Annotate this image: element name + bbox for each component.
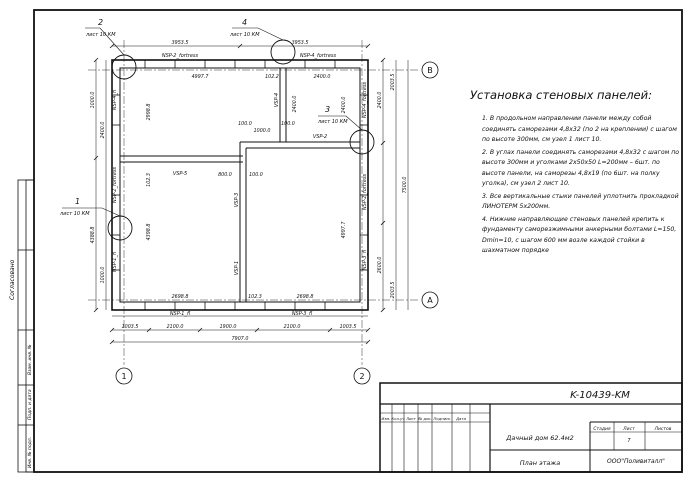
- dim-bot-total: 7907.0: [231, 337, 249, 342]
- panel-nsp-right3: NSP-3_fl: [362, 249, 368, 271]
- panel-vsp3: VSP-3: [234, 192, 240, 208]
- axis-label-v: В: [427, 66, 433, 75]
- callout-3-number: 3: [325, 105, 331, 114]
- dim-left-2: 2400.0: [101, 121, 106, 139]
- dim-mid-5: 100.0: [249, 173, 263, 178]
- tb-header-list: Лист: [406, 416, 416, 421]
- dim-left-1: 1000.0: [91, 91, 96, 109]
- axis-label-1: 1: [121, 372, 127, 381]
- side-label-agreed: Согласовано: [9, 259, 16, 300]
- dim-inner-v-1: 2998.8: [147, 103, 152, 121]
- dim-inner-top-2: 102.2: [265, 75, 279, 80]
- callout-4-ref: лист 10 КМ: [230, 32, 260, 38]
- dim-inner-v-2: 4398.8: [147, 223, 152, 241]
- tb-header-sign: Подпись: [433, 416, 451, 421]
- side-label-inv-orig: Инв. № подл.: [28, 436, 33, 468]
- note-item-1: 1. В продольном направлении панели между собой соединять саморезами 4,8х32 (по 2 на креплении) с шагом по высоте 300мм, см узел 1 лист 10.: [482, 115, 677, 143]
- sheet-header: Лист: [623, 427, 635, 432]
- side-label-sign: Подп. и дата: [28, 389, 33, 420]
- axis-label-a: А: [427, 296, 433, 305]
- dim-mid-1: 1000.0: [253, 129, 271, 134]
- dim-bot-inner-2: 102.3: [248, 295, 262, 300]
- dim-bot-inner-3: 2698.8: [296, 295, 314, 300]
- dim-mid-3: 100.0: [281, 122, 295, 127]
- dim-inner-top-3: 2400.0: [313, 75, 331, 80]
- dim-inner-v-5: 2400.0: [293, 95, 298, 113]
- dim-inner-v-6: 2400.0: [342, 96, 347, 114]
- dim-right-2: 2400.0: [378, 91, 383, 109]
- company-name: ООО"Поливиталл": [607, 458, 665, 465]
- note-item-2: 2. В углах панели соединять саморезами 4,8х32 с шагом по высоте 300мм и уголками 2х50х50 L=200мм – 6шт. по высоте панели, на саморезы 4,8х19 (по 6шт. на полку уголка), см узел 2 лист 10.: [482, 148, 680, 187]
- tb-header-date: Дата: [456, 416, 466, 421]
- side-stamp-strip: [18, 180, 34, 472]
- dim-mid-2: 100.0: [238, 122, 252, 127]
- dim-bot-inner-1: 2698.8: [171, 295, 189, 300]
- callout-4-number: 4: [242, 18, 248, 27]
- dim-bot-4: 2100.0: [283, 325, 301, 330]
- stage-header: Стадия: [593, 427, 611, 432]
- callout-2-ref: лист 10 КМ: [86, 32, 116, 38]
- callout-3-ref: лист 10 КМ: [318, 119, 348, 125]
- panel-nsp-left3: NSP-1_fl: [112, 251, 118, 273]
- panel-nsp-left2: NSP-2_fortress: [112, 166, 118, 204]
- axis-bubbles: [116, 62, 438, 384]
- interior-walls: [120, 68, 360, 302]
- panel-nsp1-bottom: NSP-1_fl: [169, 311, 191, 317]
- dim-bot-5: 1003.5: [339, 325, 357, 330]
- tb-header-kol: Кол.уч: [391, 416, 405, 421]
- dim-right-5: 2003.5: [391, 281, 396, 299]
- drawing-code: K-10439-KM: [570, 390, 630, 401]
- sheet-number: 7: [627, 438, 631, 444]
- dim-bot-1: 1003.5: [121, 325, 139, 330]
- dim-right-1: 2003.5: [391, 73, 396, 91]
- notes-block: [470, 88, 680, 259]
- panel-vsp2: VSP-2: [312, 134, 328, 140]
- dim-top-2: 3953.5: [291, 41, 309, 46]
- tb-header-izm: Изм.: [381, 416, 391, 421]
- panel-nsp-right: NSP-4_fortress: [362, 81, 368, 119]
- dim-inner-top-1: 4997.7: [191, 75, 209, 80]
- object-name: Дачный дом 62.4м2: [506, 434, 574, 442]
- panel-nsp-right2: NSP-2_fortress: [362, 173, 368, 211]
- dim-top-1: 3953.5: [171, 41, 189, 46]
- callout-2-number: 2: [98, 18, 104, 27]
- dim-right-4: 2600.0: [378, 256, 383, 274]
- note-item-3: 3. Все вертикальные стыки панелей уплотнить прокладкой ЛИНОТЕРМ 5х200мм.: [482, 192, 679, 210]
- panel-vsp4: VSP-4: [274, 92, 280, 108]
- panel-nsp-left: NSP-4_fl: [112, 89, 118, 111]
- tb-header-doc: № док.: [418, 416, 432, 421]
- dim-bot-3: 1900.0: [219, 325, 237, 330]
- dim-mid-4: 800.0: [218, 173, 232, 178]
- panel-vsp1: VSP-1: [234, 260, 240, 276]
- axis-label-2: 2: [359, 372, 365, 381]
- sheets-header: Листов: [654, 427, 672, 432]
- dim-inner-v-3: 102.3: [147, 173, 152, 187]
- callout-1-ref: лист 10 КМ: [60, 211, 90, 217]
- dim-bot-2: 2100.0: [166, 325, 184, 330]
- side-label-inv: Взам. инв. №: [28, 344, 33, 375]
- dim-inner-v-4: 4997.7: [342, 221, 347, 239]
- callout-1-number: 1: [75, 197, 81, 206]
- sheet-title: План этажа: [519, 459, 561, 467]
- notes-title: Установка стеновых панелей:: [470, 88, 652, 102]
- dim-right-3: 7500.0: [403, 176, 408, 194]
- panel-vsp5: VSP-5: [172, 171, 188, 177]
- dim-left-3: 4388.8: [91, 226, 96, 244]
- panel-nsp4-top: NSP-4_fortress: [299, 53, 337, 59]
- panel-nsp3-bottom: NSP-3_fl: [291, 311, 313, 317]
- note-item-4: 4. Нижние направляющие стеновых панелей крепить к фундаменту саморезжимными анкерными болтами L=150, Dmin=10, с шагом 600 мм возле каждой стойки в шахматном порядке: [482, 215, 677, 254]
- panel-nsp2-top: NSP-2_fortress: [161, 53, 199, 59]
- dim-left-4: 1000.0: [101, 266, 106, 284]
